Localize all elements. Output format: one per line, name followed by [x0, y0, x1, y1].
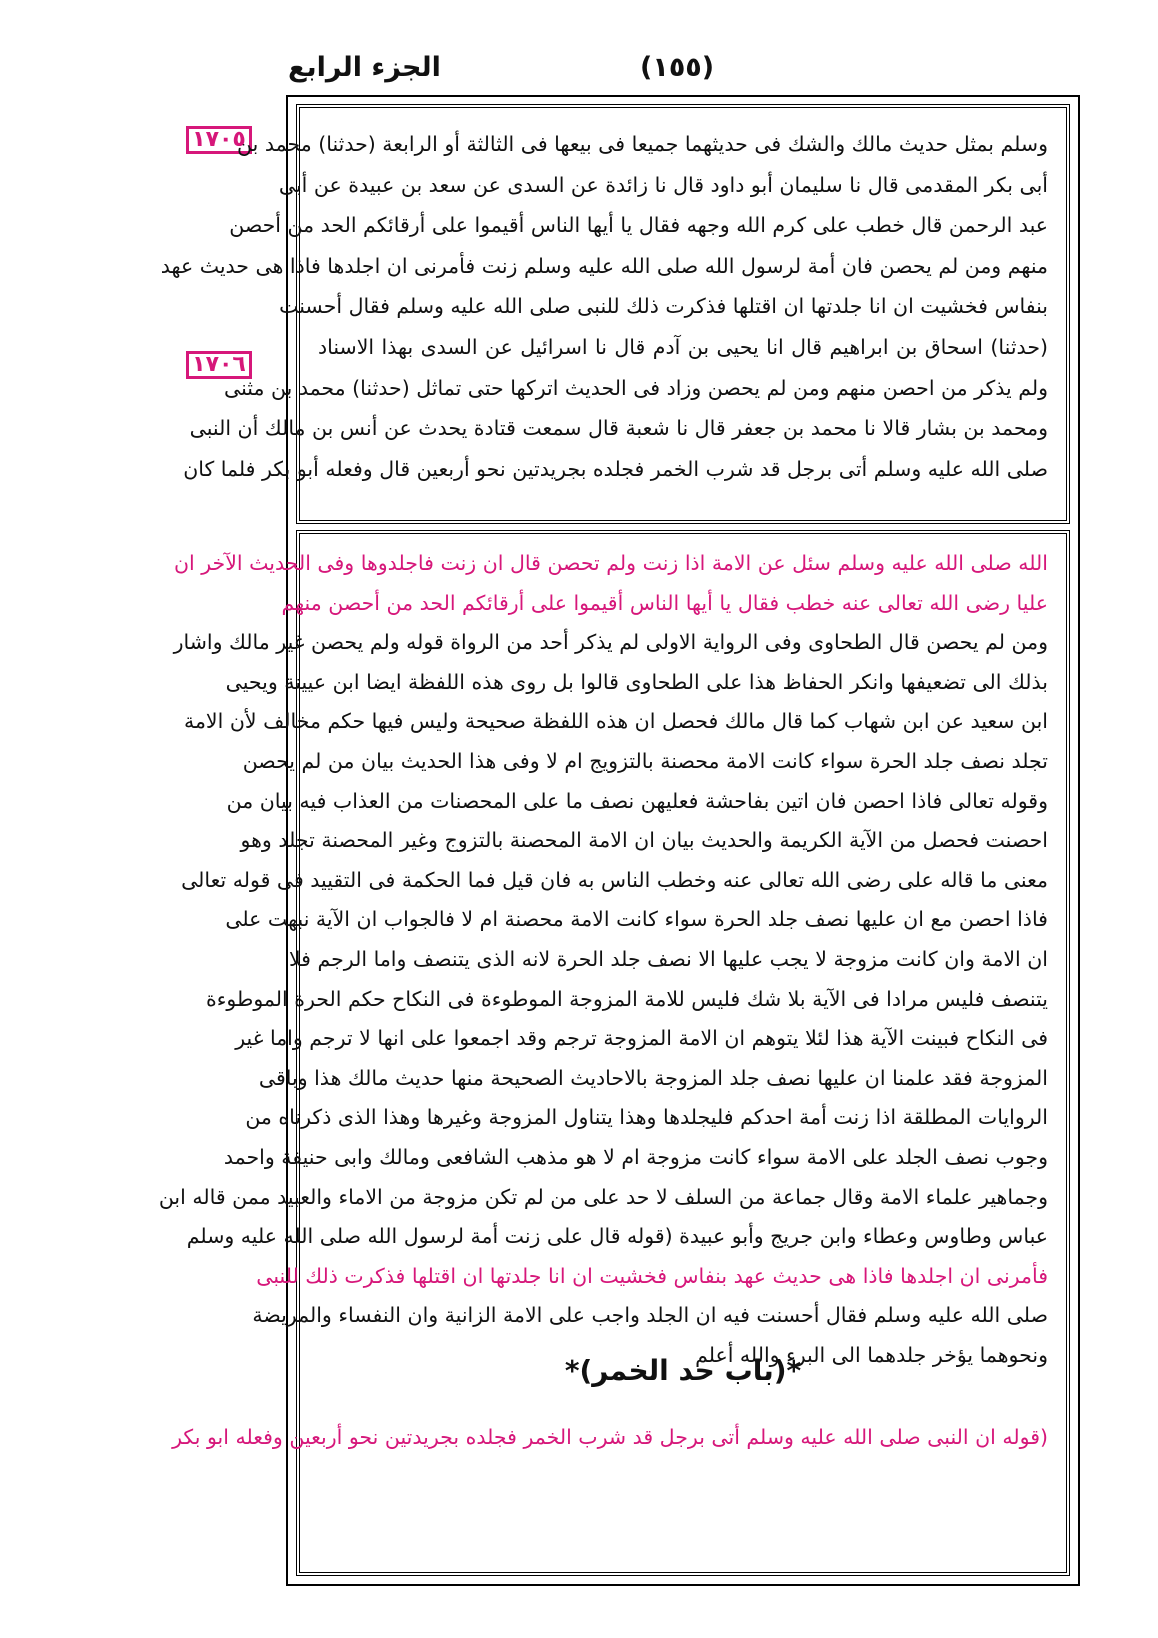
text-line: عليا رضى الله تعالى عنه خطب فقال يا أيها الناس أقيموا على أرقائكم الحد من أحصن منهم: [281, 590, 1048, 615]
text-line: (حدثنا) اسحاق بن ابراهيم قال انا يحيى بن آدم قال نا اسرائيل عن السدى بهذا الاسناد: [318, 334, 1048, 359]
chapter-heading: *(باب حد الخمر)*: [564, 1354, 802, 1387]
text-line: وجماهير علماء الامة وقال جماعة من السلف لا حد على من لم تكن مزوجة من الاماء والعبيد ممن قاله ابن: [158, 1184, 1048, 1209]
page-number: (١٥٥): [640, 52, 715, 83]
text-line: أبى بكر المقدمى قال نا سليمان أبو داود قال نا زائدة عن السدى عن سعد بن عبيدة عن أبى: [278, 172, 1048, 197]
text-line: ابن سعيد عن ابن شهاب كما قال مالك فحصل ان هذه اللفظة صحيحة وليس فيها حكم مخالف لأن الامة: [183, 709, 1048, 734]
text-line: منهم ومن لم يحصن فان أمة لرسول الله صلى الله عليه وسلم زنت فأمرنى ان اجلدها فاذا هى حديث عهد: [160, 253, 1048, 278]
text-line: وسلم بمثل حديث مالك والشك فى حديثهما جميعا فى بيعها فى الثالثة أو الرابعة (حدثنا) محمد بن: [237, 132, 1048, 156]
text-line: الروايات المطلقة اذا زنت أمة احدكم فليجلدها وهذا يتناول المزوجة وغيرها وهذا الذى ذكرناه من: [245, 1105, 1048, 1130]
text-line: تجلد نصف جلد الحرة سواء كانت الامة محصنة بالتزويج ام لا وفى هذا الحديث بيان من لم يحصن: [242, 748, 1048, 773]
commentary-box: [158, 530, 1070, 1576]
text-line: صلى الله عليه وسلم فقال أحسنت فيه ان الجلد واجب على الامة الزانية وان النفساء والمريضة: [252, 1303, 1048, 1328]
text-line: معنى ما قاله على رضى الله تعالى عنه وخطب الناس به فان قيل فما الحكمة فى التقييد فى قوله تعالى: [181, 867, 1048, 892]
text-line: ونحوهما يؤخر جلدهما الى البرء والله أعلم: [695, 1342, 1048, 1367]
text-line: الله صلى الله عليه وسلم سئل عن الامة اذا زنت ولم تحصن قال ان زنت فاجلدوها وفى الحديث الآخر ان: [173, 551, 1048, 575]
hadith-number-badge: ١٧٠٦: [186, 351, 252, 379]
text-line: يتنصف فليس مرادا فى الآية بلا شك فليس للامة المزوجة الموطوءة فى النكاح حكم الحرة الموطوءة: [206, 986, 1048, 1011]
hadith-number-badge: ١٧٠٥: [186, 126, 252, 154]
text-line: احصنت فحصل من الآية الكريمة والحديث بيان ان الامة المحصنة بالتزوج وغير المحصنة تجلد وهو: [240, 828, 1048, 853]
text-line: المزوجة فقد علمنا ان عليها نصف جلد المزوجة بالاحاديث الصحيحة منها حديث مالك هذا وباقى: [258, 1065, 1048, 1090]
part-title: الجزء الرابع: [288, 52, 441, 83]
text-line: فى النكاح فبينت الآية هذا لئلا يتوهم ان الامة المزوجة ترجم وقد اجمعوا على انها لا ترجم واما غير: [235, 1026, 1048, 1051]
text-line: بذلك الى تضعيفها وانكر الحفاظ هذا على الطحاوى قالوا بل روى هذه اللفظة ايضا ابن عيينة ويحيى: [225, 669, 1048, 694]
text-line: صلى الله عليه وسلم أتى برجل قد شرب الخمر فجلده بجريدتين نحو أربعين قال وفعله أبو بكر فلما كان: [183, 456, 1048, 481]
text-line: ولم يذكر من احصن منهم ومن لم يحصن وزاد فى الحديث اتركها حتى تماثل (حدثنا) محمد بن مثنى: [224, 375, 1048, 400]
text-line: عبد الرحمن قال خطب على كرم الله وجهه فقال يا أيها الناس أقيموا على أرقائكم الحد من أحصن: [229, 213, 1048, 238]
text-line: ومن لم يحصن قال الطحاوى وفى الرواية الاولى لم يذكر أحد من الرواة قوله ولم يحصن غير مالك واشار: [173, 630, 1048, 655]
text-line: عباس وطاوس وعطاء وابن جريج وأبو عبيدة (قوله قال على زنت أمة لرسول الله صلى الله عليه وسلم: [186, 1224, 1048, 1249]
text-line: فأمرنى ان اجلدها فاذا هى حديث عهد بنفاس فخشيت ان انا جلدتها ان اقتلها فذكرت ذلك للنبى: [256, 1263, 1048, 1288]
text-line: ومحمد بن بشار قالا نا محمد بن جعفر قال نا شعبة قال سمعت قتادة يحدث عن أنس بن مالك أن النبى: [189, 416, 1048, 441]
text-line: فاذا احصن مع ان عليها نصف جلد الحرة سواء كانت الامة محصنة ام لا فالجواب ان الآية نبهت على: [225, 907, 1048, 932]
commentary-final: [172, 1418, 1048, 1458]
text-line: (قوله ان النبى صلى الله عليه وسلم أتى برجل قد شرب الخمر فجلده بجريدتين نحو أربعين وفعله ابو بكر: [172, 1425, 1048, 1449]
commentary-text: [158, 544, 1048, 1375]
text-line: وقوله تعالى فاذا احصن فان اتين بفاحشة فعليهن نصف ما على المحصنات من العذاب فيه بيان من: [226, 788, 1048, 813]
text-line: وجوب نصف الجلد على الامة سواء كانت مزوجة ام لا هو مذهب الشافعى ومالك وابى حنيفة واحمد: [223, 1144, 1048, 1169]
text-line: بنفاس فخشيت ان انا جلدتها ان اقتلها فذكرت ذلك للنبى صلى الله عليه وسلم فقال أحسنت: [279, 294, 1048, 319]
text-line: ان الامة وان كانت مزوجة لا يجب عليها الا نصف جلد الحرة لانه الذى يتنصف واما الرجم فلا: [288, 946, 1048, 971]
page-header: [0, 48, 1158, 92]
